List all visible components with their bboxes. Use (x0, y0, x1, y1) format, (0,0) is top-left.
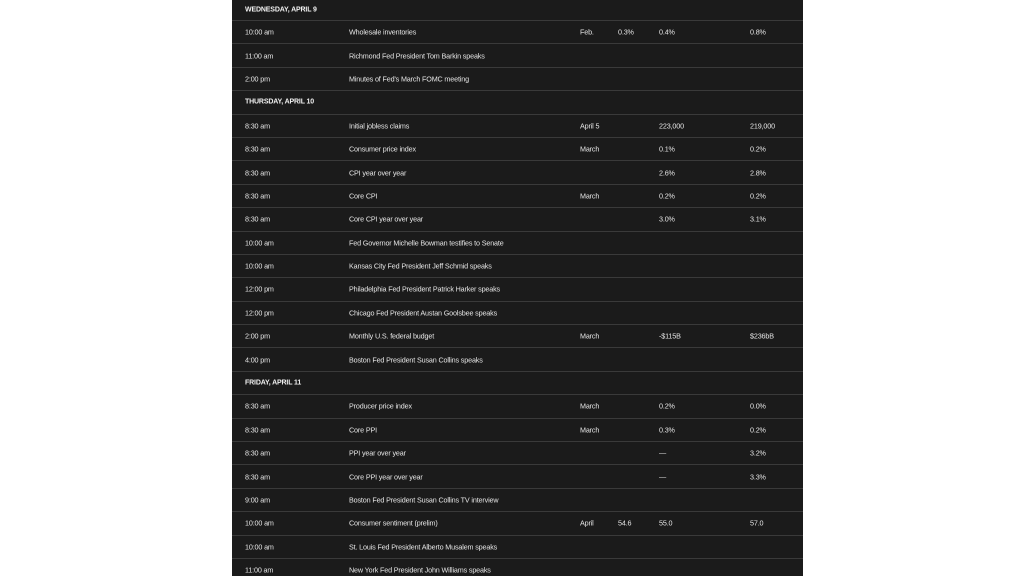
time-cell: 4:00 pm (245, 355, 270, 365)
table-row (232, 115, 803, 138)
table-row (232, 21, 803, 44)
forecast-cell: 0.4% (659, 27, 675, 37)
forecast-cell: — (659, 448, 667, 458)
time-cell: 10:00 am (245, 261, 274, 271)
period-cell: March (580, 401, 600, 411)
previous-cell: 0.2% (750, 144, 766, 154)
report-cell: Fed Governor Michelle Bowman testifies to Senate (349, 238, 504, 248)
time-cell: 8:30 am (245, 472, 270, 482)
table-row (232, 68, 803, 91)
report-cell: Boston Fed President Susan Collins TV interview (349, 495, 499, 505)
time-cell: 8:30 am (245, 121, 270, 131)
report-cell: Minutes of Fed's March FOMC meeting (349, 74, 469, 84)
previous-cell: 2.8% (750, 168, 766, 178)
report-cell: Producer price index (349, 401, 412, 411)
report-cell: Core CPI year over year (349, 214, 424, 224)
time-cell: 12:00 pm (245, 308, 274, 318)
forecast-cell: — (659, 472, 667, 482)
table-row (232, 185, 803, 208)
report-cell: Core PPI (349, 425, 377, 435)
forecast-cell: 0.3% (659, 425, 675, 435)
table-row (232, 208, 803, 231)
table-row (232, 255, 803, 278)
report-cell: Wholesale inventories (349, 27, 417, 37)
period-cell: April (580, 518, 594, 528)
economic-calendar-table (232, 0, 803, 576)
report-cell: Core PPI year over year (349, 472, 423, 482)
table-row (232, 419, 803, 442)
table-row (232, 512, 803, 535)
time-cell: 8:30 am (245, 448, 270, 458)
day-label: THURSDAY, APRIL 10 (245, 98, 315, 106)
actual-cell: 0.3% (618, 27, 634, 37)
time-cell: 8:30 am (245, 144, 270, 154)
previous-cell: 3.2% (750, 448, 766, 458)
forecast-cell: 0.1% (659, 144, 675, 154)
table-row (232, 559, 803, 576)
forecast-cell: -$115B (659, 331, 681, 341)
forecast-cell: 0.2% (659, 401, 675, 411)
previous-cell: 3.3% (750, 472, 766, 482)
time-cell: 8:30 am (245, 401, 270, 411)
previous-cell: 0.0% (750, 401, 766, 411)
report-cell: Consumer price index (349, 144, 416, 154)
period-cell: March (580, 331, 600, 341)
day-header (232, 372, 803, 395)
table-row (232, 161, 803, 184)
calendar-rows (232, 0, 803, 576)
time-cell: 11:00 am (245, 51, 274, 61)
time-cell: 9:00 am (245, 495, 270, 505)
report-cell: St. Louis Fed President Alberto Musalem speaks (349, 542, 498, 552)
report-cell: Boston Fed President Susan Collins speaks (349, 355, 483, 365)
table-row (232, 44, 803, 67)
period-cell: March (580, 144, 600, 154)
table-row (232, 465, 803, 488)
report-cell: Initial jobless claims (349, 121, 410, 131)
report-cell: Core CPI (349, 191, 378, 201)
report-cell: Chicago Fed President Austan Goolsbee speaks (349, 308, 498, 318)
forecast-cell: 223,000 (659, 121, 684, 131)
table-row (232, 302, 803, 325)
time-cell: 8:30 am (245, 191, 270, 201)
table-row (232, 395, 803, 418)
time-cell: 10:00 am (245, 238, 274, 248)
previous-cell: 57.0 (750, 518, 764, 528)
time-cell: 10:00 am (245, 542, 274, 552)
previous-cell: 219,000 (750, 121, 775, 131)
time-cell: 8:30 am (245, 168, 270, 178)
report-cell: Philadelphia Fed President Patrick Harker speaks (349, 284, 501, 294)
previous-cell: 0.2% (750, 425, 766, 435)
forecast-cell: 2.6% (659, 168, 675, 178)
time-cell: 10:00 am (245, 27, 274, 37)
previous-cell: 3.1% (750, 214, 766, 224)
forecast-cell: 55.0 (659, 518, 673, 528)
table-row (232, 278, 803, 301)
period-cell: March (580, 425, 600, 435)
day-header (232, 0, 803, 21)
report-cell: Kansas City Fed President Jeff Schmid speaks (349, 261, 492, 271)
day-header (232, 91, 803, 114)
period-cell: April 5 (580, 121, 600, 131)
table-row (232, 138, 803, 161)
forecast-cell: 0.2% (659, 191, 675, 201)
actual-cell: 54.6 (618, 518, 632, 528)
report-cell: Consumer sentiment (prelim) (349, 518, 438, 528)
time-cell: 2:00 pm (245, 74, 270, 84)
table-row (232, 348, 803, 371)
table-row (232, 232, 803, 255)
report-cell: CPI year over year (349, 168, 407, 178)
time-cell: 2:00 pm (245, 331, 270, 341)
previous-cell: 0.2% (750, 191, 766, 201)
day-label: WEDNESDAY, APRIL 9 (245, 6, 317, 14)
time-cell: 12:00 pm (245, 284, 274, 294)
time-cell: 10:00 am (245, 518, 274, 528)
table-row (232, 536, 803, 559)
table-row (232, 442, 803, 465)
time-cell: 11:00 am (245, 565, 274, 575)
forecast-cell: 3.0% (659, 214, 675, 224)
report-cell: New York Fed President John Williams speaks (349, 565, 491, 575)
period-cell: March (580, 191, 600, 201)
report-cell: PPI year over year (349, 448, 406, 458)
report-cell: Richmond Fed President Tom Barkin speaks (349, 51, 485, 61)
table-row (232, 325, 803, 348)
previous-cell: $236bB (750, 331, 774, 341)
time-cell: 8:30 am (245, 214, 270, 224)
previous-cell: 0.8% (750, 27, 766, 37)
time-cell: 8:30 am (245, 425, 270, 435)
table-row (232, 489, 803, 512)
day-label: FRIDAY, APRIL 11 (245, 379, 302, 387)
report-cell: Monthly U.S. federal budget (349, 331, 435, 341)
period-cell: Feb. (580, 27, 594, 37)
